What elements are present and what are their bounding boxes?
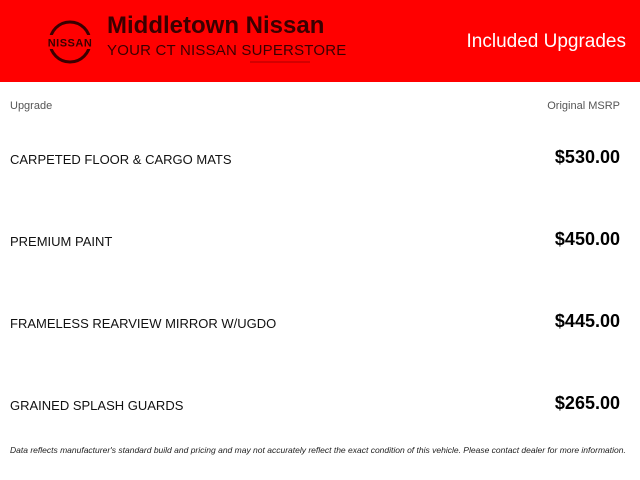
- page-header: [0, 0, 640, 82]
- table-row: [0, 229, 640, 253]
- svg-text:NISSAN: NISSAN: [47, 37, 93, 50]
- dealer-name: Middletown Nissan: [107, 12, 325, 39]
- upgrade-name: PREMIUM PAINT: [10, 234, 113, 249]
- nissan-logo-icon: [42, 18, 98, 66]
- upgrade-price: $530.00: [554, 147, 620, 167]
- table-row: [0, 311, 640, 335]
- dealer-tagline: YOUR CT NISSAN SUPERSTORE: [107, 42, 347, 59]
- page-title: Included Upgrades: [466, 31, 626, 52]
- nissan-logo: [42, 18, 98, 66]
- disclaimer-text: Data reflects manufacturer's standard build and pricing and may not accurately reflect the exact condition of this vehicle. Please contact dealer for more information.: [10, 445, 626, 455]
- upgrade-price: $445.00: [554, 311, 620, 331]
- tagline-divider: [250, 61, 310, 63]
- upgrade-price: $265.00: [554, 393, 620, 413]
- table-row: [0, 147, 640, 171]
- upgrade-name: FRAMELESS REARVIEW MIRROR W/UGDO: [10, 316, 277, 331]
- column-header-upgrade: Upgrade: [10, 100, 53, 112]
- upgrade-name: GRAINED SPLASH GUARDS: [10, 398, 184, 413]
- upgrade-price: $450.00: [554, 229, 620, 249]
- table-row: [0, 393, 640, 417]
- upgrade-name: CARPETED FLOOR & CARGO MATS: [10, 152, 232, 167]
- column-header-msrp: Original MSRP: [547, 100, 620, 112]
